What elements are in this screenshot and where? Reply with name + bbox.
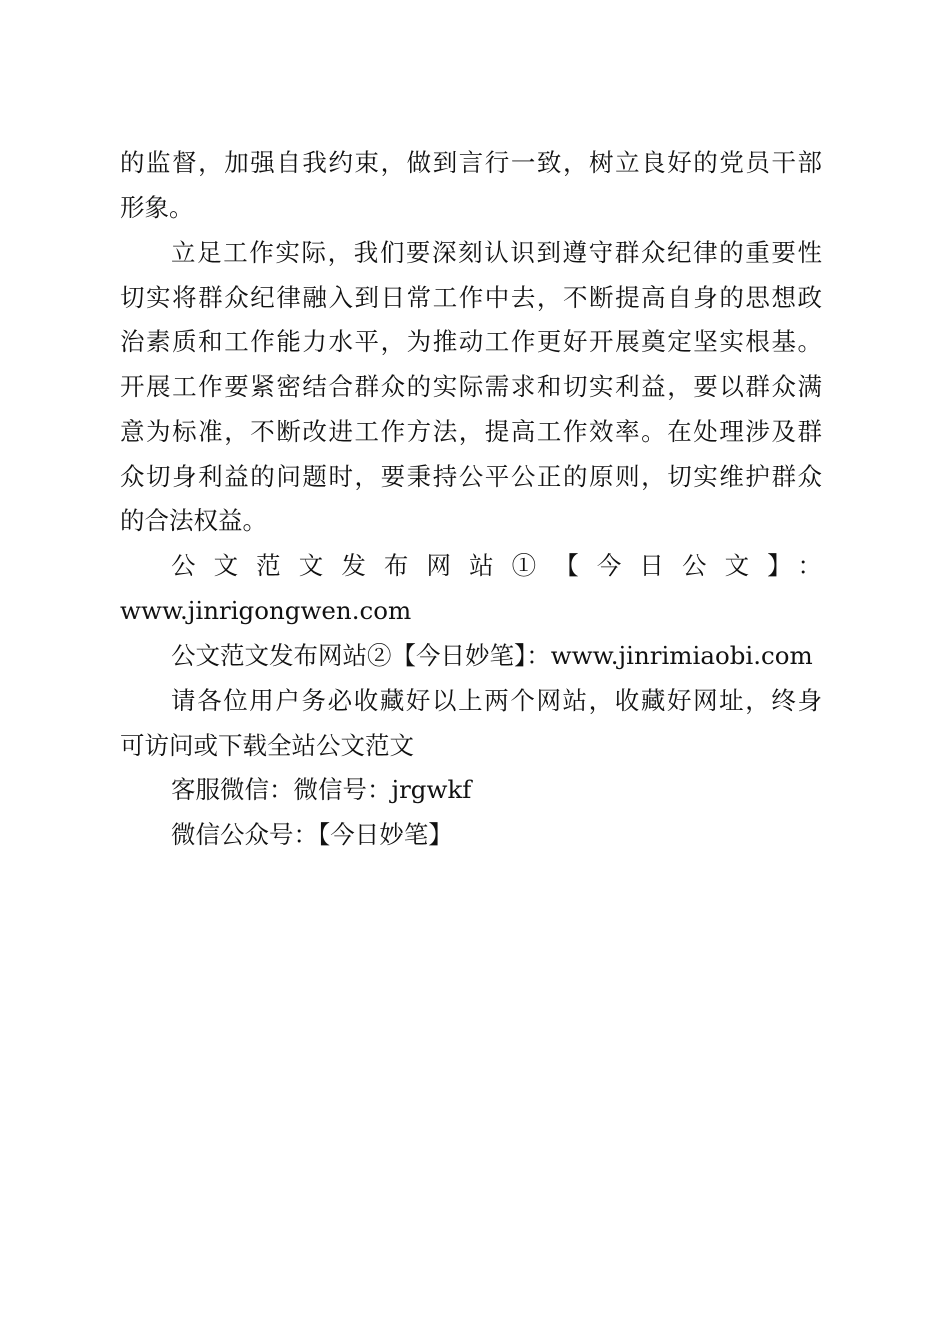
- website-1-label: 公文范文发布网站①【今日公文】：: [171, 551, 822, 580]
- website-2-line: 公文范文发布网站②【今日妙笔】：www.jinrimiaobi.com: [171, 641, 813, 670]
- website-1-url: www.jinrigongwen.com: [120, 596, 412, 625]
- paragraph-line: 切实将群众纪律融入到日常工作中去，不断提高自身的思想政: [120, 283, 822, 312]
- paragraph-line: 意为标准，不断改进工作方法，提高工作效率。在处理涉及群: [120, 417, 822, 446]
- paragraph-line: 治素质和工作能力水平，为推动工作更好开展奠定坚实根基。: [120, 327, 822, 356]
- paragraph-line: 的合法权益。: [120, 506, 267, 535]
- paragraph-line: 开展工作要紧密结合群众的实际需求和切实利益，要以群众满: [120, 372, 822, 401]
- wechat-official-account: 微信公众号：【今日妙笔】: [171, 820, 453, 849]
- bookmark-notice-line: 可访问或下载全站公文范文: [120, 731, 414, 760]
- customer-service-wechat: 客服微信：微信号：jrgwkf: [171, 775, 472, 804]
- bookmark-notice-line: 请各位用户务必收藏好以上两个网站，收藏好网址，终身: [171, 686, 822, 715]
- paragraph-line: 形象。: [120, 193, 194, 222]
- paragraph-line: 众切身利益的问题时，要秉持公平公正的原则，切实维护群众: [120, 462, 822, 491]
- paragraph-line: 的监督，加强自我约束，做到言行一致，树立良好的党员干部: [120, 148, 822, 177]
- paragraph-line: 立足工作实际，我们要深刻认识到遵守群众纪律的重要性: [171, 238, 822, 267]
